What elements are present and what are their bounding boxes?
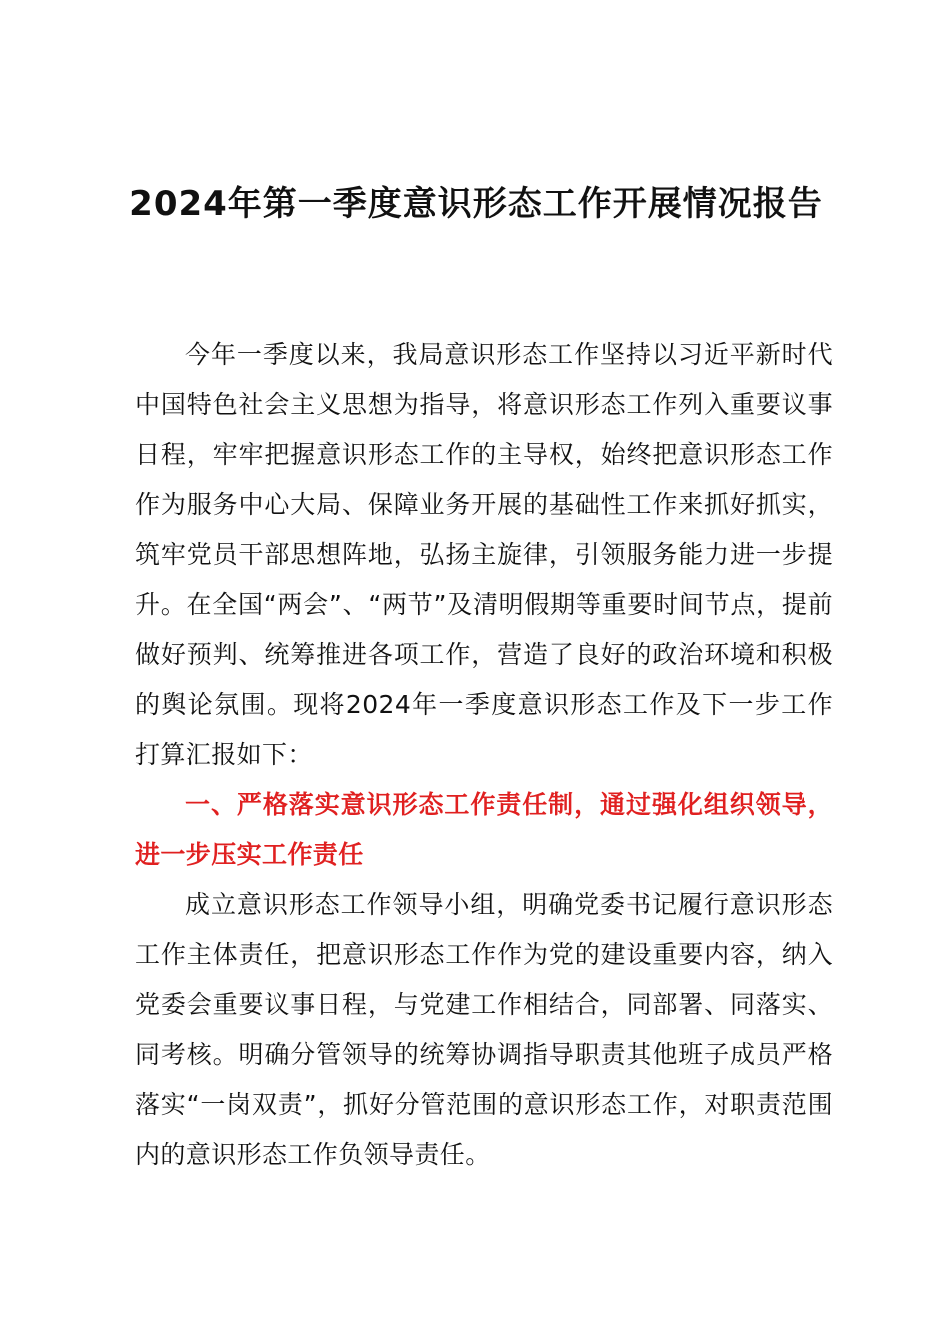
section-heading-1: 一、严格落实意识形态工作责任制，通过强化组织领导，进一步压实工作责任 (135, 790, 833, 869)
section-1-paragraph: 成立意识形态工作领导小组，明确党委书记履行意识形态工作主体责任，把意识形态工作作为党的建设重要内容，纳入党委会重要议事日程，与党建工作相结合，同部署、同落实、同考核。明确分管领导的统筹协调指导职责其他班子成员严格落实“一岗双责”，抓好分管范围的意识形态工作，对职责范围内的意识形态工作负领导责任。 (135, 890, 833, 1169)
intro-paragraph: 今年一季度以来，我局意识形态工作坚持以习近平新时代中国特色社会主义思想为指导，将意识形态工作列入重要议事日程，牢牢把握意识形态工作的主导权，始终把意识形态工作作为服务中心大局、保障业务开展的基础性工作来抓好抓实，筑牢党员干部思想阵地，弘扬主旋律，引领服务能力进一步提升。在全国“两会”、“两节”及清明假期等重要时间节点，提前做好预判、统筹推进各项工作，营造了良好的政治环境和积极的舆论氛围。现将2024年一季度意识形态工作及下一步工作打算汇报如下： (135, 340, 833, 769)
document-title: 2024年第一季度意识形态工作开展情况报告 (129, 184, 823, 224)
